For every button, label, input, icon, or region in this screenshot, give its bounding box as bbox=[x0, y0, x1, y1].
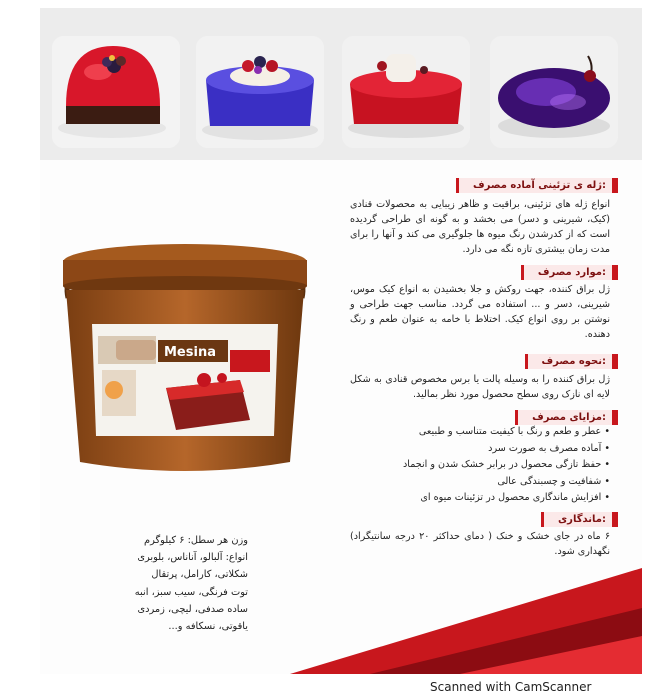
spec-line: وزن هر سطل: ۶ کیلوگرم bbox=[144, 535, 248, 546]
benefit-item: • شفافیت و چسبندگی عالی bbox=[350, 474, 610, 491]
spec-line: توت فرنگی، سیب سبز، انبه bbox=[134, 586, 248, 598]
brochure-page bbox=[40, 8, 642, 674]
benefit-item: • عطر و طعم و رنگ با کیفیت متناسب و طبیعی bbox=[350, 424, 610, 441]
shelf-life-paragraph: ۶ ماه در جای خشک و خنک ( دمای حداکثر ۲۰ درجه سانتیگراد) نگهداری شود. bbox=[350, 531, 610, 557]
shelf-life-title: ماندگاری: bbox=[541, 512, 612, 527]
red-decorative-shape bbox=[40, 8, 642, 674]
uses-paragraph: ژل براق کننده، جهت روکش و جلا بخشیدن به انواع کیک موس، شیرینی، دسر و ... استفاده می گردد. مناسب جهت طراحی و نوشتن بر روی انواع کیک. اختلاط با خامه به عنوان طعم و رنگ دهنده. bbox=[350, 284, 610, 340]
method-paragraph: ژل براق کننده را به وسیله پالت یا برس مخصوص قنادی به شکل لایه ای نازک روی سطح محصول مورد نظر بمالید. bbox=[350, 374, 610, 400]
spec-line: یاقوتی، نسکافه و... bbox=[168, 621, 248, 633]
spec-line: انواع: آلبالو، آناناس، بلوبری bbox=[137, 552, 248, 564]
method-title: نحوه مصرف: bbox=[525, 354, 613, 369]
benefit-item: • حفظ تازگی محصول در برابر خشک شدن و انجماد bbox=[350, 457, 610, 474]
scanner-watermark: Scanned with CamScanner bbox=[430, 680, 592, 694]
uses-title: موارد مصرف: bbox=[521, 265, 612, 280]
benefits-title: مزایای مصرف: bbox=[515, 410, 612, 425]
spec-line: ساده صدفی، لیچی، زمردی bbox=[137, 603, 248, 615]
intro-paragraph: انواع ژله های تزئینی، براقیت و ظاهر زیبایی به محصولات قنادی (کیک، شیرینی و دسر) می بخشد و به گونه ای طراحی گردیده است که از کدرشدن رنگ میوه ها جلوگیری می کند و آنها را برای مدت زمان بیشتری تازه نگه می دارد. bbox=[350, 199, 610, 255]
product-title: ژله ی تزئینی آماده مصرف: bbox=[456, 178, 612, 193]
pail-brand-text: Mesina bbox=[164, 345, 216, 360]
spec-line: شکلاتی، کارامل، پرتقال bbox=[151, 569, 248, 581]
benefit-item: • افزایش ماندگاری محصول در تزئینات میوه ای bbox=[350, 490, 610, 507]
benefit-item: • آماده مصرف به صورت سرد bbox=[350, 441, 610, 458]
